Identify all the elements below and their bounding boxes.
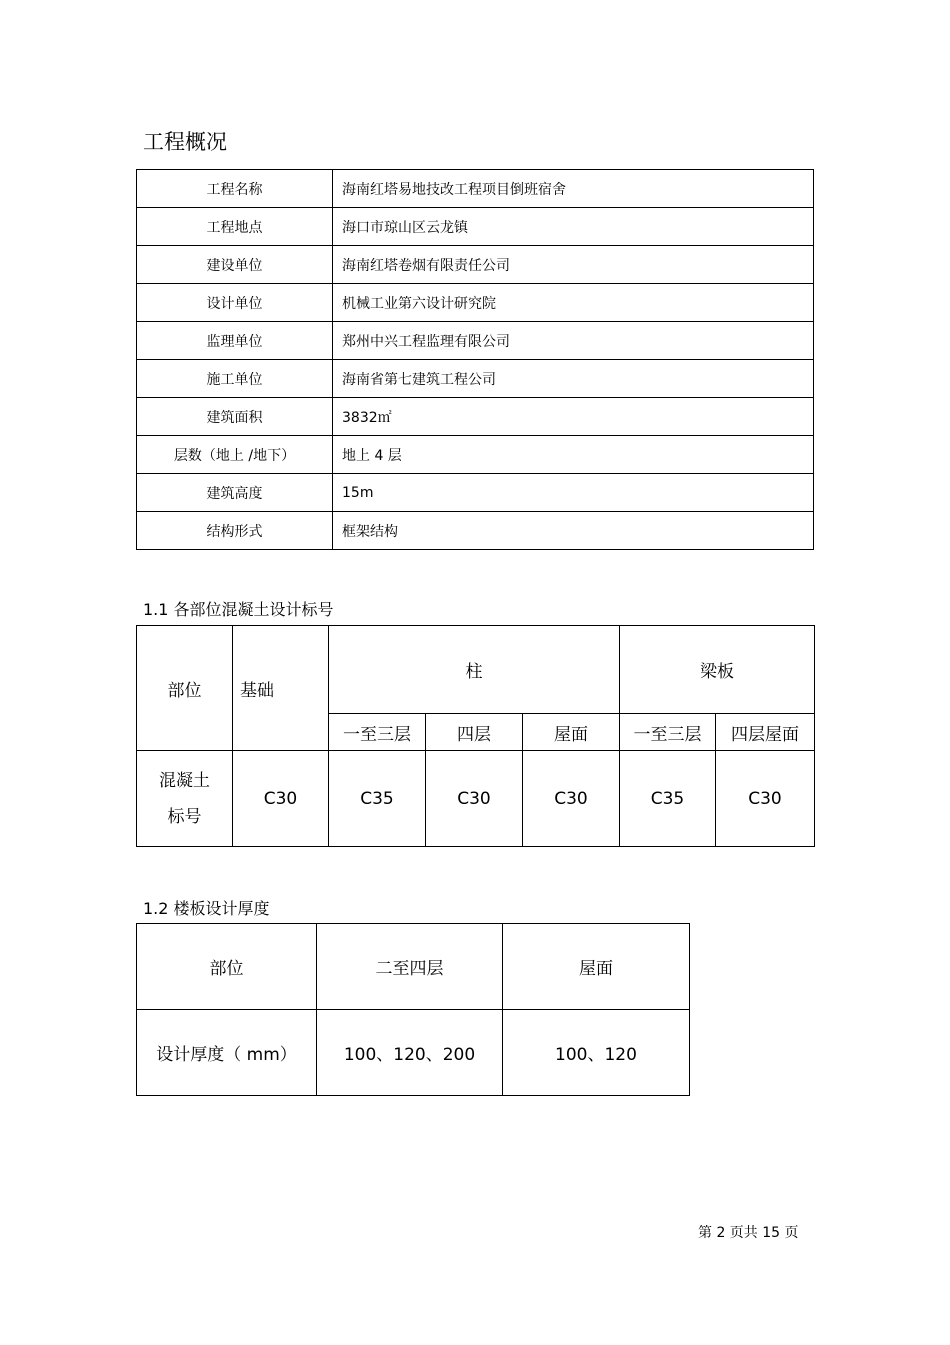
- table-row: [137, 398, 814, 436]
- row-label-line: 混凝土: [159, 770, 210, 791]
- row-value: 框架结构: [333, 512, 814, 550]
- section-title-slab: 1.2 楼板设计厚度: [143, 899, 270, 918]
- grade-cell: C30: [716, 751, 815, 847]
- slab-thickness-table: [136, 923, 690, 1096]
- thickness-cell: 100、120、200: [317, 1010, 503, 1096]
- row-label: 工程名称: [137, 170, 333, 208]
- table-row: [137, 360, 814, 398]
- beam-slab-header: 梁板: [620, 626, 815, 714]
- table-row: [137, 170, 814, 208]
- project-overview-table: [136, 169, 814, 550]
- row-label: 层数（地上 /地下）: [137, 436, 333, 474]
- page-title: 工程概况: [143, 130, 227, 154]
- slab-header: 部位: [137, 924, 317, 1010]
- grade-cell: C35: [329, 751, 426, 847]
- section-title-concrete: 1.1 各部位混凝土设计标号: [143, 600, 334, 619]
- row-label: 建设单位: [137, 246, 333, 284]
- slab-header: 二至四层: [317, 924, 503, 1010]
- thickness-cell: 100、120: [503, 1010, 690, 1096]
- table-row: [137, 474, 814, 512]
- row-label: [137, 751, 233, 847]
- row-value: 海口市琼山区云龙镇: [333, 208, 814, 246]
- row-value: 机械工业第六设计研究院: [333, 284, 814, 322]
- table-row: [137, 512, 814, 550]
- row-label: 设计厚度（ mm）: [137, 1010, 317, 1096]
- page-number: 第 2 页共 15 页: [698, 1225, 799, 1241]
- row-value: 海南红塔卷烟有限责任公司: [333, 246, 814, 284]
- table-row: [137, 924, 690, 1010]
- column-sub-header: 屋面: [523, 714, 620, 751]
- row-label: 建筑面积: [137, 398, 333, 436]
- row-label: 设计单位: [137, 284, 333, 322]
- grade-cell: C30: [523, 751, 620, 847]
- beam-sub-header: 四层屋面: [716, 714, 815, 751]
- foundation-header: 基础: [233, 626, 329, 751]
- row-value: 地上 4 层: [333, 436, 814, 474]
- grade-cell: C30: [233, 751, 329, 847]
- table-row: [137, 284, 814, 322]
- row-value: 海南省第七建筑工程公司: [333, 360, 814, 398]
- grade-cell: C30: [426, 751, 523, 847]
- row-value: 15m: [333, 474, 814, 512]
- row-label: 监理单位: [137, 322, 333, 360]
- row-value: 郑州中兴工程监理有限公司: [333, 322, 814, 360]
- table-row: [137, 626, 815, 714]
- row-label: 结构形式: [137, 512, 333, 550]
- row-value: 3832㎡: [333, 398, 814, 436]
- grade-cell: C35: [620, 751, 716, 847]
- table-row: [137, 436, 814, 474]
- column-sub-header: 一至三层: [329, 714, 426, 751]
- row-value: 海南红塔易地技改工程项目倒班宿舍: [333, 170, 814, 208]
- table-row: [137, 751, 815, 847]
- table-row: [137, 208, 814, 246]
- column-header: 柱: [329, 626, 620, 714]
- column-sub-header: 四层: [426, 714, 523, 751]
- row-label: 建筑高度: [137, 474, 333, 512]
- slab-header: 屋面: [503, 924, 690, 1010]
- beam-sub-header: 一至三层: [620, 714, 716, 751]
- table-row: [137, 1010, 690, 1096]
- row-label: 工程地点: [137, 208, 333, 246]
- part-header: 部位: [137, 626, 233, 751]
- concrete-grade-table: [136, 625, 815, 847]
- row-label-line: 标号: [167, 806, 202, 827]
- table-row: [137, 322, 814, 360]
- row-label: 施工单位: [137, 360, 333, 398]
- table-row: [137, 246, 814, 284]
